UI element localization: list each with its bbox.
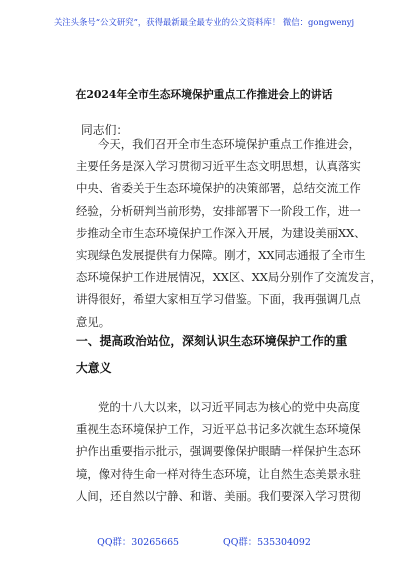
paragraph-line: 态环境保护工作进展情况，XX区、XX局分别作了交流发言， <box>76 270 382 285</box>
heading-line: 一、提高政治站位，深刻认识生态环境保护工作的重 <box>76 334 348 348</box>
paragraph-line: 人间，还自然以宁静、和谐、美丽。我们要深入学习贯彻 <box>76 488 361 503</box>
paragraph-line: 境，像对待生命一样对待生态环境，让自然生态美景永驻 <box>76 466 361 481</box>
promo-banner: 关注头条号“公文研究”，获得最新最全最专业的公文资料库！ 微信：gongwenyj <box>53 17 355 27</box>
paragraph-line: 主要任务是深入学习贯彻习近平生态文明思想，认真落实 <box>76 159 361 174</box>
page-title: 在2024年全市生态环境保护重点工作推进会上的讲话 <box>75 88 333 101</box>
paragraph-line: 实现绿色发展提供有力保障。刚才，XX同志通报了全市生 <box>76 247 366 262</box>
paragraph-line: 护作出重要指示批示，强调要像保护眼睛一样保护生态环 <box>76 444 361 459</box>
qq-group-1: QQ群：30265665 <box>97 537 180 548</box>
footer-contacts <box>0 534 408 548</box>
paragraph-line: 经验，分析研判当前形势，安排部署下一阶段工作，进一 <box>76 203 361 218</box>
paragraph-line: 党的十八大以来，以习近平同志为核心的党中央高度 <box>98 400 360 414</box>
paragraph-line: 步推动全市生态环境保护工作深入开展，为建设美丽XX、 <box>76 225 366 240</box>
paragraph-1 <box>76 133 382 333</box>
paragraph-line: 今天，我们召开全市生态环境保护重点工作推进会， <box>98 137 360 151</box>
paragraph-line: 中央、省委关于生态环境保护的决策部署，总结交流工作 <box>76 181 361 196</box>
qq-group-2: QQ群：535304092 <box>223 537 311 548</box>
paragraph-2 <box>76 396 361 507</box>
paragraph-line: 意见。 <box>76 314 111 329</box>
section-heading <box>76 328 348 382</box>
heading-line: 大意义 <box>76 361 112 375</box>
paragraph-line: 重视生态环境保护工作，习近平总书记多次就生态环境保 <box>76 422 361 437</box>
salutation: 同志们： <box>81 123 129 137</box>
paragraph-line: 讲得很好，希望大家相互学习借鉴。下面，我再强调几点 <box>76 292 361 307</box>
